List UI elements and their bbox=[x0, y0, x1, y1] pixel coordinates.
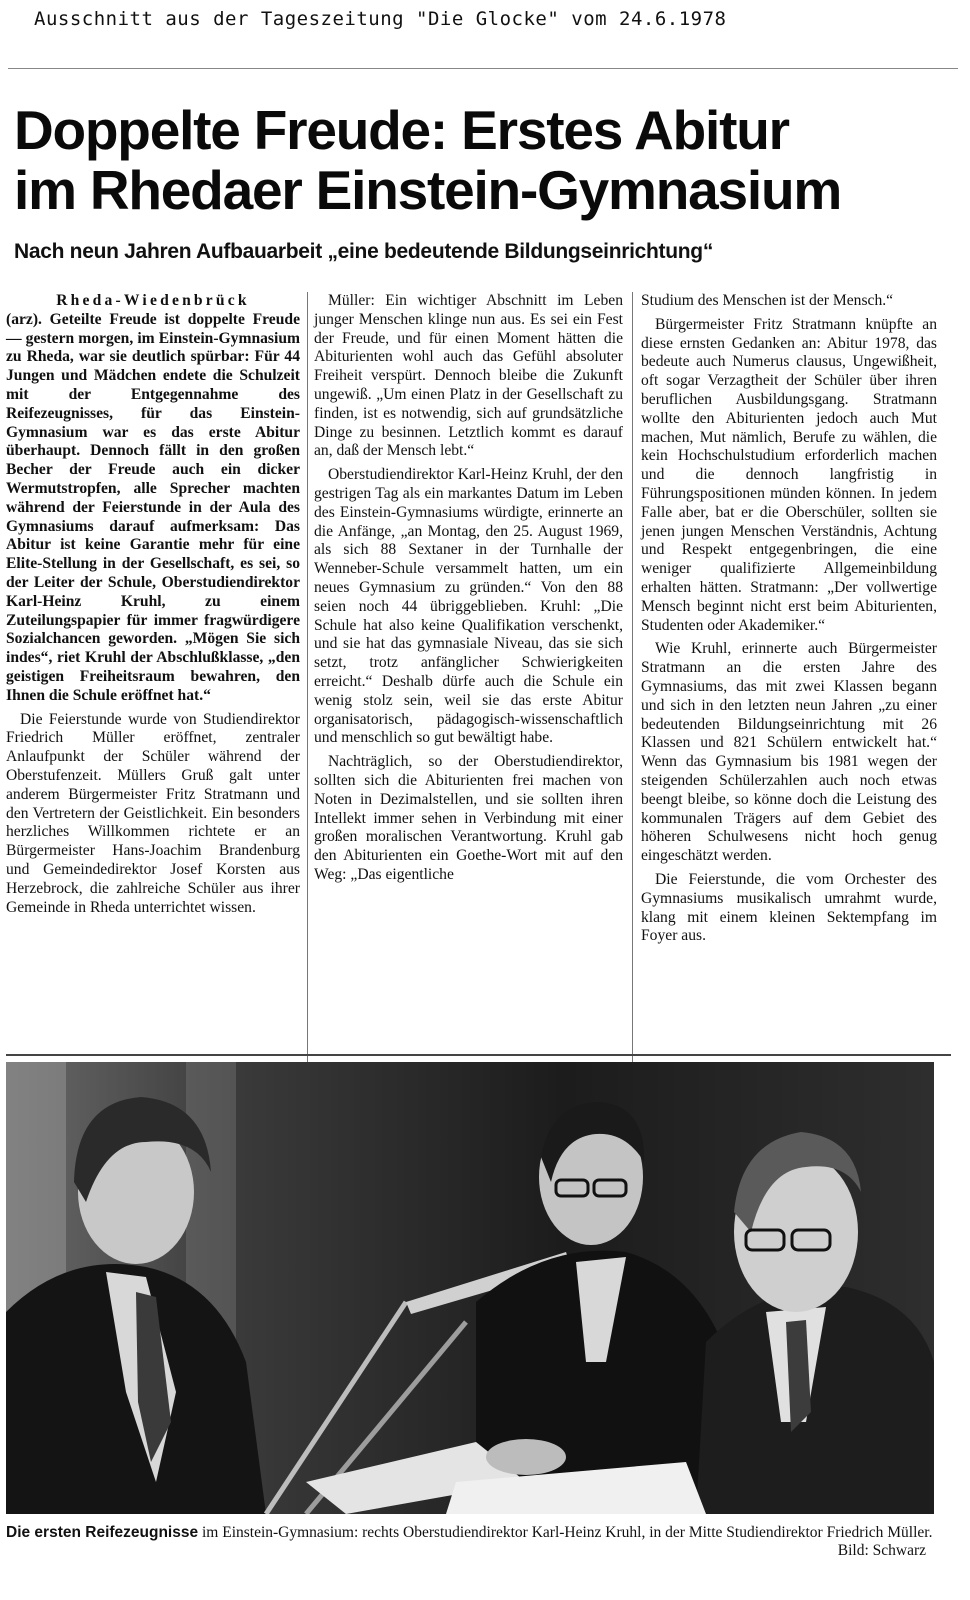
caption-lead: Die ersten Reifezeugnisse bbox=[6, 1524, 199, 1541]
photo-credit: Bild: Schwarz bbox=[837, 1542, 926, 1559]
headline bbox=[14, 100, 954, 220]
column-divider bbox=[632, 292, 633, 1078]
article-column-2 bbox=[314, 292, 623, 890]
paragraph: Die Feierstunde, die vom Orchester des Gymnasiums musikalisch umrahmt wurde, klang mit einem kleinen Sektempfang im Foyer aus. bbox=[641, 870, 937, 945]
headline-line-1: Doppelte Freude: Erstes Abitur bbox=[14, 99, 789, 161]
paragraph: Nachträglich, so der Oberstudiendirektor, sollten sich die Abiturienten frei machen von Noten in Dezimalstellen, und sie sollten ihren Intellekt immer sehen in Verbindung mit einer großen moralischen Verantwortung. Kruhl gab den Abiturienten ein Goethe-Wort mit auf den Weg: „Das eigentliche bbox=[314, 753, 623, 883]
photo-rule bbox=[6, 1054, 951, 1056]
paragraph: Studium des Menschen ist der Mensch.“ bbox=[641, 292, 894, 309]
dateline: Rheda-Wiedenbrück bbox=[56, 292, 250, 309]
source-line: Ausschnitt aus der Tageszeitung "Die Glocke" vom 24.6.1978 bbox=[34, 8, 727, 30]
photo-caption bbox=[6, 1524, 936, 1542]
news-photo bbox=[6, 1062, 934, 1514]
paragraph: Die Feierstunde wurde von Studiendirektor Friedrich Müller eröffnet, zentraler Anlaufpunkt der Schüler während der Oberstufenzeit. Müllers Gruß galt unter anderem Bürgermeister Fritz Stratmann und den Vertretern der Geistlichkeit. Ein besonders herzliches Willkommen richtete er an Bürgermeister Hans-Joachim Brandenburg und Gemeindedirektor Josef Korsten aus Herzebrock, die zahlreiche Schüler aus ihrer Gemeinde in Rheda unterrichtet wissen. bbox=[6, 710, 300, 916]
subheadline: Nach neun Jahren Aufbauarbeit „eine bedeutende Bildungseinrichtung“ bbox=[14, 240, 714, 263]
column-divider bbox=[307, 292, 308, 1078]
top-rule bbox=[8, 68, 958, 69]
paragraph: Müller: Ein wichtiger Abschnitt im Leben junger Menschen klinge nun aus. Es sei ein Fest der Freude, und für einen Moment hätten die Abiturienten wohl auch das Gefühl absoluter Freiheit verspürt. Dennoch bleibe die Zukunft ungewiß. „Um einen Platz in der Gesellschaft zu finden, ist es notwendig, sich auf grundsätzliche Dinge zu besinnen. Letztlich kommt es darauf an, daß der Mensch lebt.“ bbox=[314, 292, 623, 460]
caption-text: im Einstein-Gymnasium: rechts Oberstudiendirektor Karl-Heinz Kruhl, in der Mitte Studiendirektor Friedrich Müller. bbox=[198, 1524, 933, 1541]
paragraph: Bürgermeister Fritz Stratmann knüpfte an diese ernsten Gedanken an: Abitur 1978, das bedeute auch Numerus clausus, Ungewißheit, oft sogar Verzagtheit der Schüler über ihren beruflichen Ausbildungsgang. Stratmann wollte den Abiturienten jedoch auch Mut machen, Mut nämlich, Berufe zu wählen, die kein Hochschulstudium erforderlich machen und die dennoch langfristig in Führungspositionen münden können. In jedem Falle aber, bat er die Oberschüler, sollten sie jenen jungen Menschen Verständnis, Achtung und Respekt entgegenbringen, die eine weniger qualifizierte Allgemeinbildung erhalten hätten. Stratmann: „Der vollwertige Mensch beginnt nicht erst beim Abiturienten, Studenten oder Akademiker.“ bbox=[641, 315, 937, 634]
paragraph: Wie Kruhl, erinnerte auch Bürgermeister Stratmann an die ersten Jahre des Gymnasiums, das mit zwei Klassen begann und sich in den letzten neun Jahren „zu einer bedeutenden Bildungseinrichtung mit 26 Klassen und 821 Schülern entwickelt hat.“ Wenn das Gymnasium bis 1981 wegen der steigenden Schülerzahlen auch noch etwas beengt bleibe, so könne doch die Leistung des kommunalen Trägers auf dem Gebiet des höheren Schulwesens nicht hoch genug eingeschätzt werden. bbox=[641, 640, 937, 865]
paragraph: (arz). Geteilte Freude ist doppelte Freude — gestern morgen, im Einstein-Gymnasium zu Rheda, war sie deutlich spürbar: Für 44 Jungen und Mädchen endete die Schulzeit mit der Entgegennahme des Reifezeugnisses, für das Einstein-Gymnasium war es das erste Abitur überhaupt. Dennoch fällt in den großen Becher der Freude auch ein dicker Wermutstropfen, alle Sprecher machten während der Feierstunde in der Aula des Gymnasiums darauf aufmerksam: Das Abitur ist keine Garantie mehr für eine Elite-Stellung in der Gesellschaft, es sei, so der Leiter der Schule, Oberstudiendirektor Karl-Heinz Kruhl, zu einem Zuteilungspapier für immer fragwürdigere Sozialchancen geworden. „Mögen Sie sich indes“, riet Kruhl der Abschlußklasse, „den geistigen Freiheitsraum bewahren, den Ihnen die Schule eröffnet hat.“ bbox=[6, 310, 300, 704]
paragraph: Oberstudiendirektor Karl-Heinz Kruhl, der den gestrigen Tag als ein markantes Datum im Leben des Einstein-Gymnasiums würdigte, erinnerte an die Anfänge, „an Montag, den 25. August 1969, als sich 88 Sextaner in der Turnhalle der Wenneber-Schule versammelt hatten, um ein neues Gymnasium zu gründen.“ Von den 88 seien noch 44 übriggeblieben. Kruhl: „Die Schule hat also keine Qualifikation verschenkt, und sie hat das gymnasiale Niveau, das sie sich setzt, trotz anfänglicher Schwierigkeiten erreicht.“ Deshalb dürfe auch die Schule ein wenig stolz sein, weil sie das erste Abitur organisatorisch, pädagogisch-wissenschaftlich und menschlich so gut bewältigt habe. bbox=[314, 466, 623, 747]
headline-line-2: im Rhedaer Einstein-Gymnasium bbox=[14, 159, 842, 221]
article-column-3 bbox=[641, 292, 937, 951]
article-column-1 bbox=[6, 292, 300, 922]
